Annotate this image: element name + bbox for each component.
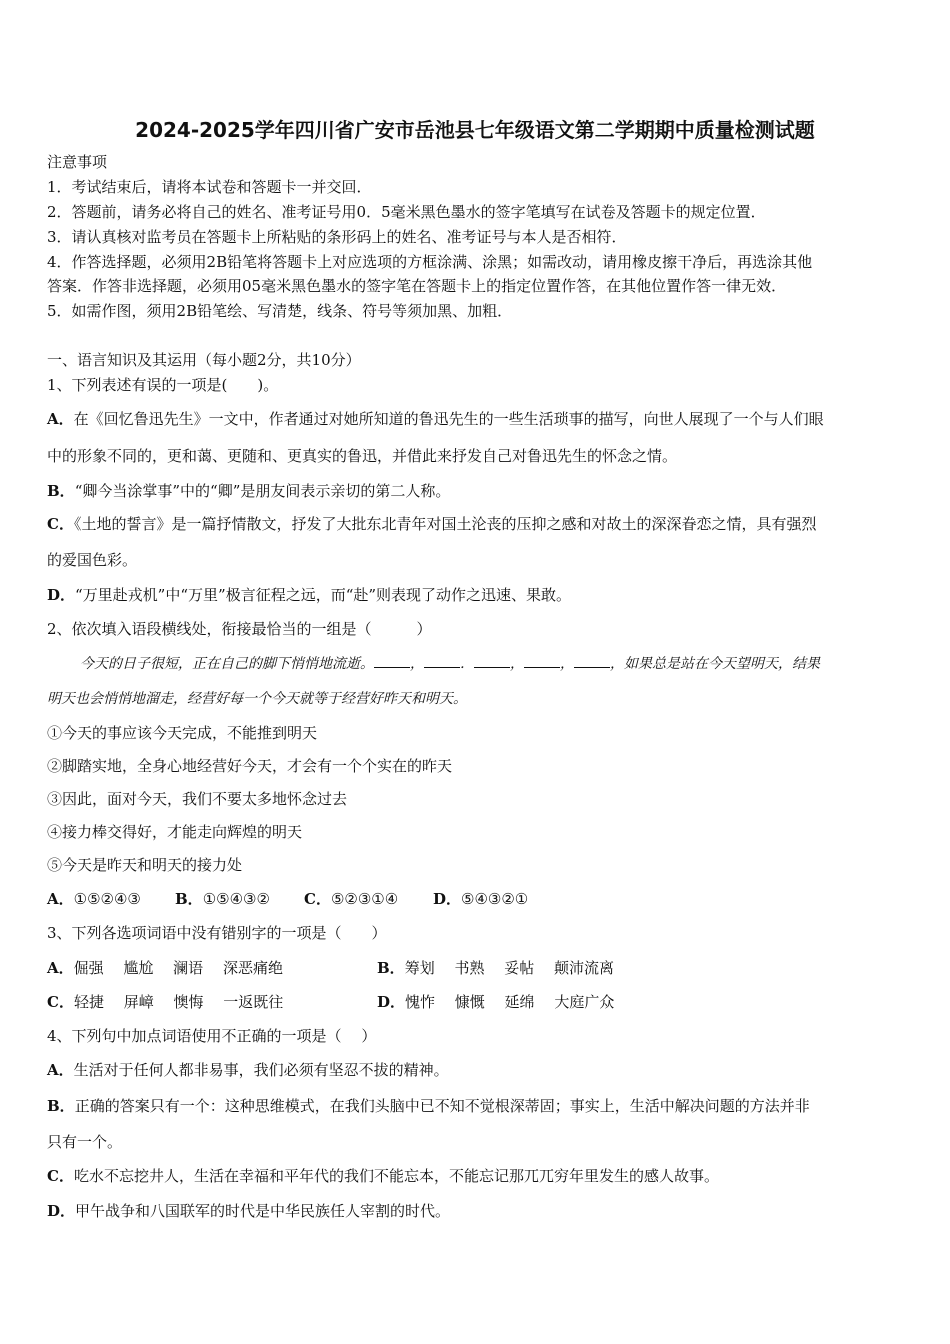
- punct: ．: [460, 656, 474, 672]
- question-4-stem: 4、下列句中加点词语使用不正确的一项是（ ）: [47, 1027, 377, 1045]
- q3-option-d: [377, 992, 614, 1012]
- page-title: 2024-2025学年四川省广安市岳池县七年级语文第二学期期中质量检测试题: [135, 118, 815, 142]
- option-text: ⑤④③②①: [461, 890, 529, 908]
- option-letter: D．: [47, 586, 76, 604]
- question-3-stem: 3、下列各选项词语中没有错别字的一项是（ ）: [47, 924, 387, 942]
- q2-answer-b: [175, 889, 270, 909]
- q2-sentence: ⑤今天是昨天和明天的接力处: [47, 856, 243, 874]
- q1-option-c: [47, 514, 816, 534]
- fill-blank: [524, 653, 560, 668]
- q1-option-a: [47, 409, 824, 429]
- passage-text: 今天的日子很短，正在自己的脚下悄悄地流逝。: [80, 656, 374, 672]
- option-text: ⑤②③①④: [330, 890, 399, 908]
- notice-item: 3．请认真核对监考员在答题卡上所粘贴的条形码上的姓名、准考证号与本人是否相符．: [47, 228, 627, 246]
- q2-answer-a: [47, 889, 141, 909]
- fill-blank: [374, 653, 410, 668]
- notice-item: 1．考试结束后，请将本试卷和答题卡一并交回．: [47, 178, 372, 196]
- q3-option-b: [377, 958, 614, 978]
- notice-item: 5．如需作图，须用2B铅笔绘、写清楚，线条、符号等须加黑、加粗．: [47, 302, 513, 320]
- q4-option-b-cont: 只有一个。: [47, 1133, 123, 1151]
- q1-option-c-cont: 的爱国色彩。: [47, 551, 138, 569]
- punct: ，: [510, 656, 524, 672]
- option-letter: D．: [377, 993, 406, 1011]
- option-letter: A．: [47, 410, 74, 428]
- q4-option-a: [47, 1060, 449, 1080]
- punct: ，: [560, 656, 574, 672]
- question-2-stem: 2、依次填入语段横线处，衔接最恰当的一组是（ ）: [47, 620, 432, 638]
- option-letter: C．: [47, 1167, 74, 1185]
- option-letter: C．: [304, 890, 331, 908]
- option-letter: D．: [47, 1202, 76, 1220]
- notice-item: 4．作答选择题，必须用2B铅笔将答题卡上对应选项的方框涂满、涂黑；如需改动，请用橡皮擦干净后，再选涂其他: [47, 253, 813, 271]
- option-letter: B．: [175, 890, 203, 908]
- fill-blank: [474, 653, 510, 668]
- option-text: 吃水不忘挖井人，生活在幸福和平年代的我们不能忘本，不能忘记那兀兀穷年里发生的感人故事。: [73, 1167, 719, 1185]
- notice-item: 答案．作答非选择题，必须用05毫米黑色墨水的签字笔在答题卡上的指定位置作答，在其他位置作答一律无效．: [47, 277, 787, 295]
- option-letter: C．: [47, 993, 74, 1011]
- q2-sentence: ④接力棒交得好，才能走向辉煌的明天: [47, 823, 303, 841]
- section-heading: 一、语言知识及其运用（每小题2分，共10分）: [47, 351, 361, 369]
- q4-option-b: [47, 1096, 810, 1116]
- q2-sentence: ①今天的事应该今天完成，不能推到明天: [47, 724, 318, 742]
- q1-option-d: [47, 585, 571, 605]
- q3-option-a: [47, 958, 283, 978]
- option-letter: B．: [47, 482, 75, 500]
- option-text: ①⑤②④③: [73, 890, 141, 908]
- question-1-stem: 1、下列表述有误的一项是( )。: [47, 376, 279, 394]
- option-letter: C．: [47, 515, 74, 533]
- option-text: 甲午战争和八国联军的时代是中华民族任人宰割的时代。: [75, 1202, 451, 1220]
- option-letter: A．: [47, 959, 74, 977]
- option-text: 在《回忆鲁迅先生》一文中，作者通过对她所知道的鲁迅先生的一些生活琐事的描写，向世人展现了一个与人们眼: [73, 410, 824, 428]
- option-letter: B．: [47, 1097, 75, 1115]
- q3-option-c: [47, 992, 283, 1012]
- option-letter: A．: [47, 1061, 74, 1079]
- option-text: 筹划 书熟 妥帖 颠沛流离: [404, 959, 614, 977]
- option-text: 《土地的誓言》是一篇抒情散文，抒发了大批东北青年对国土沦丧的压抑之感和对故土的深深眷恋之情，具有强烈: [73, 515, 817, 533]
- notice-item: 2．答题前，请务必将自己的姓名、准考证号用0．5毫米黑色墨水的签字笔填写在试卷及答题卡的规定位置．: [47, 203, 766, 221]
- option-letter: B．: [377, 959, 405, 977]
- q2-sentence: ③因此，面对今天，我们不要太多地怀念过去: [47, 790, 348, 808]
- q2-sentence: ②脚踏实地，全身心地经营好今天，才会有一个个实在的昨天: [47, 757, 453, 775]
- q4-option-d: [47, 1201, 450, 1221]
- q1-option-b: [47, 481, 450, 501]
- option-letter: D．: [433, 890, 462, 908]
- q2-passage-line-2: 明天也会悄悄地溜走，经营好每一个今天就等于经营好昨天和明天。: [47, 691, 467, 707]
- q2-passage-line-1: [80, 653, 820, 674]
- option-text: 愧怍 慷慨 延绵 大庭广众: [405, 993, 615, 1011]
- option-text: “卿今当涂掌事”中的“卿”是朋友间表示亲切的第二人称。: [74, 482, 451, 500]
- fill-blank: [574, 653, 610, 668]
- option-text: “万里赴戎机”中“万里”极言征程之远，而“赴”则表现了动作之迅速、果敢。: [75, 586, 572, 604]
- option-text: ①⑤④③②: [202, 890, 270, 908]
- punct: ，: [410, 656, 424, 672]
- q4-option-c: [47, 1166, 719, 1186]
- option-text: 倔强 尴尬 澜语 深恶痛绝: [73, 959, 283, 977]
- fill-blank: [424, 653, 460, 668]
- q2-answer-d: [433, 889, 528, 909]
- q1-option-a-cont: 中的形象不同的，更和蔼、更随和、更真实的鲁迅，并借此来抒发自己对鲁迅先生的怀念之情。: [47, 447, 678, 465]
- option-text: 轻捷 屏嶂 懊悔 一返既往: [73, 993, 284, 1011]
- option-text: 正确的答案只有一个：这种思维模式，在我们头脑中已不知不觉根深蒂固；事实上，生活中解决问题的方法并非: [74, 1097, 810, 1115]
- passage-text: ，如果总是站在今天望明天，结果: [610, 656, 820, 672]
- option-text: 生活对于任何人都非易事，我们必须有坚忍不拔的精神。: [73, 1061, 449, 1079]
- q2-answer-c: [304, 889, 398, 909]
- option-letter: A．: [47, 890, 74, 908]
- notice-heading: 注意事项: [47, 153, 108, 171]
